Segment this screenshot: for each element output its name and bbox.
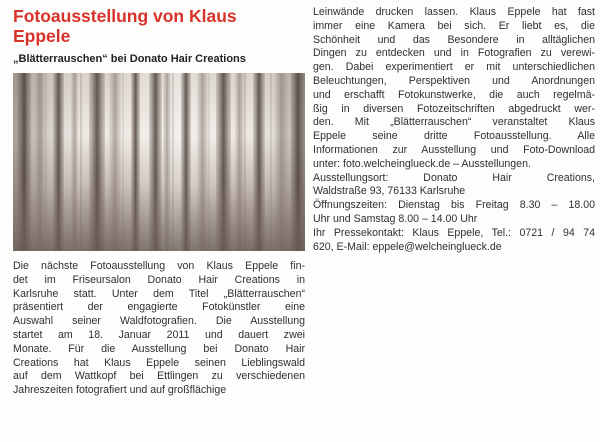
headline-line-1: Fotoausstellung von Klaus xyxy=(13,6,237,26)
headline-line-2: Eppele xyxy=(13,26,71,46)
body-line: den. Mit „Blätterrauschen“ veranstaltet Klaus xyxy=(313,116,595,129)
article-body-left xyxy=(13,260,305,398)
article-body-right xyxy=(313,6,595,254)
body-line: gen. Dabei experimentiert er mit unterschiedlichen xyxy=(313,61,595,74)
headline xyxy=(13,6,305,46)
address-line: Waldstraße 93, 76133 Karlsruhe xyxy=(313,185,466,198)
body-line: Monate. Für die Ausstellung bei Donato Hair xyxy=(13,342,305,355)
body-line: Eppele seine dritte Fotoausstellung. Alle xyxy=(313,130,595,143)
body-line: Creations hat Klaus Eppele seinen Lieblingswald xyxy=(13,356,305,369)
body-line: präsentiert der engagierte Fotokünstler eine xyxy=(13,301,305,314)
body-line: Beleuchtungen, Perspektiven und Anordnungen xyxy=(313,74,595,87)
body-line: Leinwände drucken lassen. Klaus Eppele hat fast xyxy=(313,6,595,18)
body-line: Auswahl seiner Waldfotografien. Die Ausstellung xyxy=(13,315,305,328)
forest-photo xyxy=(13,73,305,251)
body-line: unter: foto.welcheinglueck.de – Ausstellungen. xyxy=(313,157,531,170)
body-line: immer eine Kamera bei sich. Er liebt es, die xyxy=(313,19,595,32)
press-contact-line: Ihr Pressekontakt: Klaus Eppele, Tel.: 0721 / 94 74 xyxy=(313,226,595,239)
right-column xyxy=(313,6,595,254)
body-line: Die nächste Fotoausstellung von Klaus Eppele fin- xyxy=(13,260,305,272)
body-line: ßig in diversen Fotozeitschriften abgedruckt wer- xyxy=(313,102,595,115)
body-line: Jahreszeiten fotografiert und auf großflächige xyxy=(13,384,227,397)
body-line: startet am 18. Januar 2011 und dauert zwei xyxy=(13,328,305,341)
body-line: Dingen zu entdecken und in Fotografien zu verewi- xyxy=(313,47,595,60)
email-line: 620, E-Mail: eppele@welcheinglueck.de xyxy=(313,240,502,253)
opening-hours-line: Uhr und Samstag 8.00 – 14.00 Uhr xyxy=(313,212,478,225)
forest-photo-graphic xyxy=(13,73,305,251)
body-line: det im Friseursalon Donato Hair Creations in xyxy=(13,273,305,286)
opening-hours-line: Öffnungszeiten: Dienstag bis Freitag 8.30 – 18.00 xyxy=(313,199,595,212)
body-line: Karlsruhe statt. Unter dem Titel „Blätterrauschen“ xyxy=(13,287,305,300)
left-column xyxy=(13,6,305,398)
body-line: Schönheit und das Besondere in alltäglichen xyxy=(313,33,595,46)
subheadline: „Blätterrauschen“ bei Donato Hair Creations xyxy=(13,53,246,65)
venue-line: Ausstellungsort: Donato Hair Creations, xyxy=(313,171,595,184)
body-line: und erschafft Fotokunstwerke, die auch regelmä- xyxy=(313,88,595,101)
body-line: auf dem Wattkopf bei Ettlingen zu verschiedenen xyxy=(13,370,305,383)
body-line: Informationen zur Ausstellung und Foto-Download xyxy=(313,143,595,156)
